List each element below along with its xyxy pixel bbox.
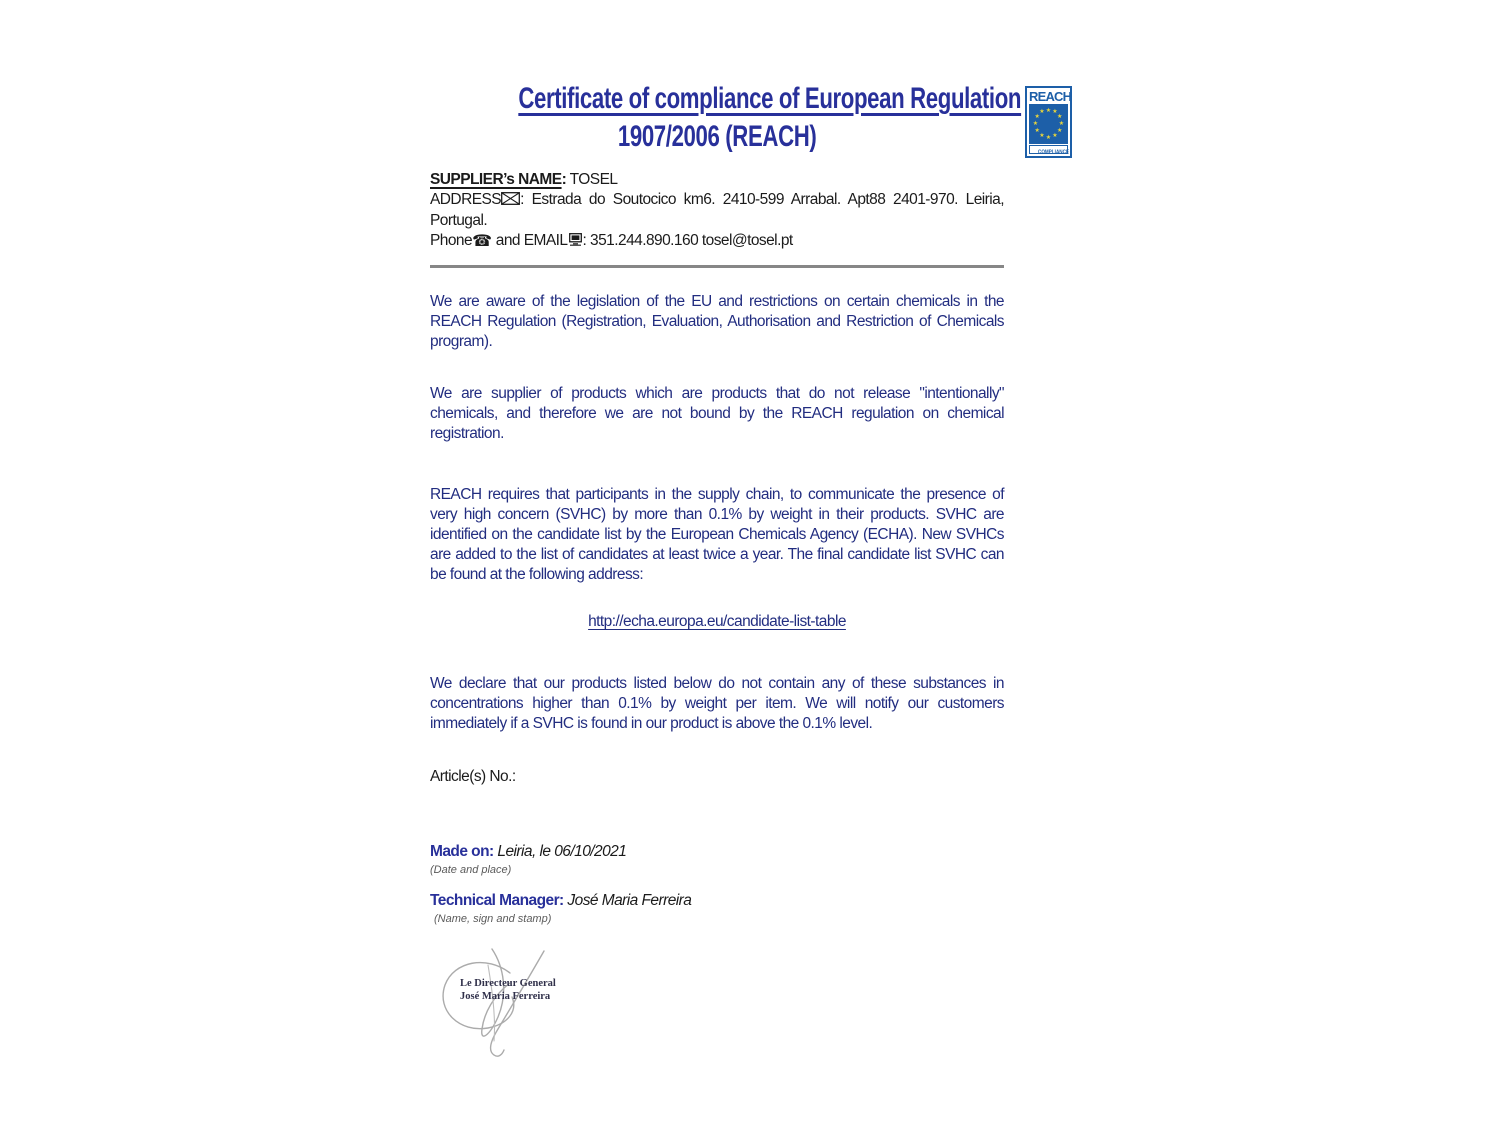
section-divider: [430, 265, 1004, 268]
phone-icon: ☎: [472, 231, 493, 250]
paragraph-svhc: REACH requires that participants in the supply chain, to communicate the presence of very high concern (SVHC) by more than 0.1% by weight in their products. SVHC are identified on the candidate list by the European Chemicals Agency (ECHA). New SVHCs are added to the list of candidates at least twice a year. The final candidate list SVHC can be found at the following address:: [430, 486, 1004, 583]
eu-star-icon: ★: [1039, 132, 1045, 139]
technical-manager-line: [430, 891, 1004, 911]
page-title-line1: Certificate of compliance of European Regulation: [518, 82, 1022, 115]
eu-star-icon: ★: [1045, 107, 1052, 114]
stamp-text: [460, 977, 556, 1003]
supplier-name-label: SUPPLIER’s NAME: [430, 171, 562, 188]
supplier-address-line2: Portugal.: [430, 212, 488, 229]
candidate-list-url-line: [430, 612, 1004, 632]
supplier-name-value: TOSEL: [566, 171, 618, 188]
eu-stars: [1029, 104, 1068, 144]
article-number-label: Article(s) No.:: [430, 768, 516, 785]
reach-logo-compliance: COMPLIANCE: [1029, 145, 1068, 154]
made-on-label: Made on:: [430, 843, 494, 860]
eu-star-icon: ★: [1058, 121, 1065, 127]
eu-star-icon: ★: [1039, 109, 1045, 116]
eu-star-icon: ★: [1034, 114, 1040, 121]
signature-area: [432, 945, 572, 1060]
paragraph-declaration: We declare that our products listed below do not contain any of these substances in concentrations higher than 0.1% by weight per item. We will notify our customers immediately if a SVHC is found in our product is above the 0.1% level.: [430, 675, 1004, 732]
eu-star-icon: ★: [1034, 127, 1040, 134]
name-sign-stamp-note: (Name, sign and stamp): [434, 913, 552, 925]
supplier-name-line: SUPPLIER’s NAME: TOSEL: [430, 171, 618, 188]
address-value: : Estrada do Soutocico km6. 2410-599 Arrabal. Apt88 2401-970. Leiria,: [520, 191, 1004, 208]
made-on-line: [430, 842, 1004, 862]
paragraph-supplier-statement: We are supplier of products which are products that do not release "intentionally" chemicals, and therefore we are not bound by the REACH regulation on chemical registration.: [430, 385, 1004, 442]
date-place-note: (Date and place): [430, 864, 512, 876]
supplier-address-line1: [430, 190, 1004, 211]
reach-compliance-logo: [1025, 86, 1072, 158]
page-title-line2: 1907/2006 (REACH): [617, 120, 817, 153]
stamp-text-line2: José Maria Ferreira: [460, 991, 551, 1002]
eu-star-icon: ★: [1032, 121, 1039, 127]
page-title: [430, 82, 1022, 158]
paragraph-awareness: We are aware of the legislation of the EU and restrictions on certain chemicals in the REACH Regulation (Registration, Evaluation, Authorisation and Restriction of Chemicals program).: [430, 293, 1004, 350]
eu-star-icon: ★: [1052, 132, 1058, 139]
phone-label: Phone: [430, 232, 473, 249]
address-label: ADDRESS: [430, 191, 502, 208]
computer-icon: [568, 232, 583, 252]
technical-manager-value: José Maria Ferreira: [563, 892, 692, 909]
supplier-block: [430, 170, 1004, 252]
supplier-contact-line: [430, 231, 1004, 252]
eu-star-icon: ★: [1052, 109, 1058, 116]
made-on-value: Leiria, le 06/10/2021: [493, 843, 627, 860]
eu-star-icon: ★: [1057, 114, 1063, 121]
candidate-list-url[interactable]: http://echa.europa.eu/candidate-list-table: [588, 613, 846, 630]
technical-manager-label: Technical Manager:: [430, 892, 564, 909]
and-email-label: and EMAIL: [492, 232, 568, 249]
stamp-text-line1: Le Directeur General: [460, 978, 556, 989]
envelope-icon: [501, 191, 520, 211]
eu-star-icon: ★: [1045, 134, 1052, 141]
reach-logo-word: REACH: [1029, 89, 1072, 104]
contact-value: : 351.244.890.160 tosel@tosel.pt: [582, 232, 793, 249]
eu-star-icon: ★: [1057, 127, 1063, 134]
